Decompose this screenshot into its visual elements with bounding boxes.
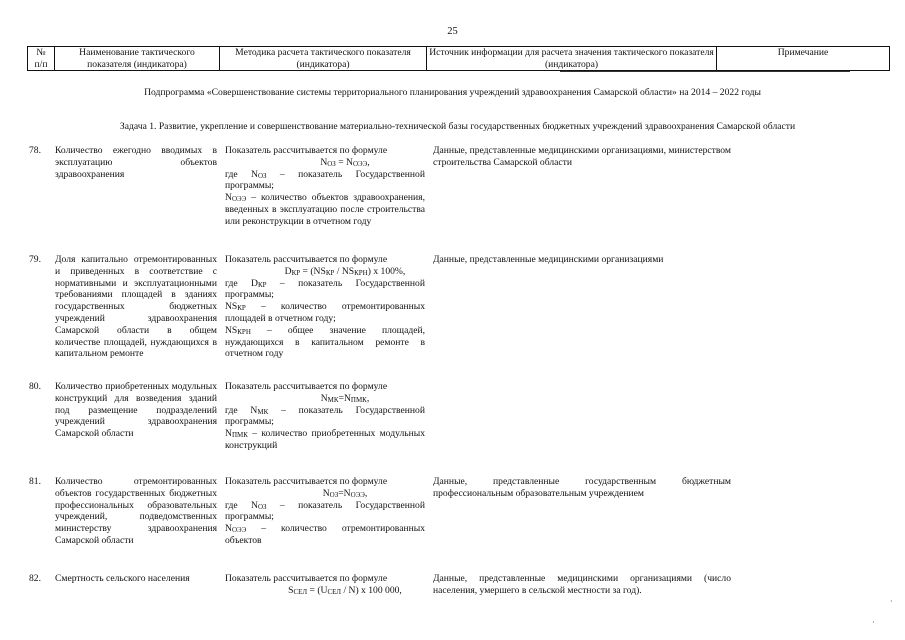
scan-speck: · (890, 597, 893, 606)
calculation-method: Показатель рассчитывается по формуле $N_{МК}=N_{ПМК}$, где $N_{МК}$ – показатель Государственной программы; $N_{ПМК}$ – количество приобретенных модульных конструкций (225, 381, 425, 451)
row-number: 78. (29, 145, 41, 156)
header-num: № п/п (28, 47, 55, 71)
indicator-name: Количество отремонтированных объектов государственных бюджетных профессиональных образовательных учреждений, подведомственных министерству здравоохранения Самарской области (55, 476, 217, 546)
indicator-name: Количество ежегодно вводимых в эксплуатацию объектов здравоохранения (55, 145, 217, 180)
calculation-method: Показатель рассчитывается по формуле $S_{СЕЛ} = (U_{СЕЛ} / N)$ x 100 000, (225, 573, 425, 597)
task-title: Задача 1. Развитие, укрепление и совершенствование материально-технической базы государственных бюджетных учреждений здравоохранения Самарской области (119, 121, 796, 132)
subprogram-title: Подпрограмма «Совершенствование системы территориального планирования учреждений здравоохранения Самарской области» на 2014 – 2022 годы (144, 87, 761, 98)
row-number: 80. (29, 381, 41, 392)
formula: $N_{ОЗ} = N_{ОЭЭ}$, (320, 156, 370, 168)
info-source: Данные, представленные государственным бюджетным профессиональным образовательным учреждением (433, 476, 731, 499)
formula: $N_{МК}=N_{ПМК}$, (320, 392, 370, 404)
formula: $D_{КР} = (NS_{КР} / NS_{КРН})$ x 100%, (284, 265, 406, 277)
row-number: 79. (29, 254, 41, 265)
header-name: Наименование тактического показателя (индикатора) (55, 47, 220, 71)
formula: $S_{СЕЛ} = (U_{СЕЛ} / N)$ x 100 000, (288, 584, 402, 596)
scan-speck: · (872, 618, 875, 627)
table-header (27, 46, 890, 71)
indicator-name: Количество приобретенных модульных конструкций для возведения зданий под размещение подразделений учреждений здравоохранения Самарской области (55, 381, 217, 440)
info-source: Данные, представленные медицинскими организациями (число населения, умершего в сельской местности за год). (433, 573, 731, 596)
indicator-name: Смертность сельского населения (55, 573, 190, 584)
divider (560, 71, 850, 72)
row-number: 82. (29, 573, 41, 584)
header-method: Методика расчета тактического показателя (индикатора) (220, 47, 427, 71)
calculation-method: Показатель рассчитывается по формуле $N_{ОЗ}=N_{ОЭЭ}$, где $N_{ОЗ}$ – показатель Государственной программы; $N_{ОЭЭ}$ – количество отремонтированных объектов (225, 476, 425, 546)
row-number: 81. (29, 476, 41, 487)
info-source: Данные, представленные медицинскими организациями (433, 254, 664, 265)
page-number: 25 (447, 26, 458, 37)
indicator-name: Доля капитально отремонтированных и приведенных в соответствие с нормативными и эксплуатационными требованиями площадей в зданиях государственных бюджетных учреждений здравоохранения Самарской области в общем количестве площадей, нуждающихся в капитальном ремонте (55, 254, 217, 360)
calculation-method: Показатель рассчитывается по формуле $N_{ОЗ} = N_{ОЭЭ}$, где $N_{ОЗ}$ – показатель Государственной программы; $N_{ОЭЭ}$ – количество объектов здравоохранения, введенных в эксплуатацию после строительства или реконструкции в отчетном году (225, 145, 425, 227)
header-source: Источник информации для расчета значения тактического показателя (индикатора) (427, 47, 717, 71)
formula: $N_{ОЗ}=N_{ОЭЭ}$, (322, 487, 368, 499)
calculation-method: Показатель рассчитывается по формуле $D_{КР} = (NS_{КР} / NS_{КРН})$ x 100%, где $D_{КР}$ – показатель Государственной программы; $NS_{КР}$ – количество отремонтированных площадей в отчетном году; $NS_{КРН}$ – общее значение площадей, нуждающихся в капитальном ремонте в отчетном году (225, 254, 425, 360)
info-source: Данные, представленные медицинскими организациями, министерством строительства Самарской области (433, 145, 731, 168)
header-note: Примечание (717, 47, 890, 71)
